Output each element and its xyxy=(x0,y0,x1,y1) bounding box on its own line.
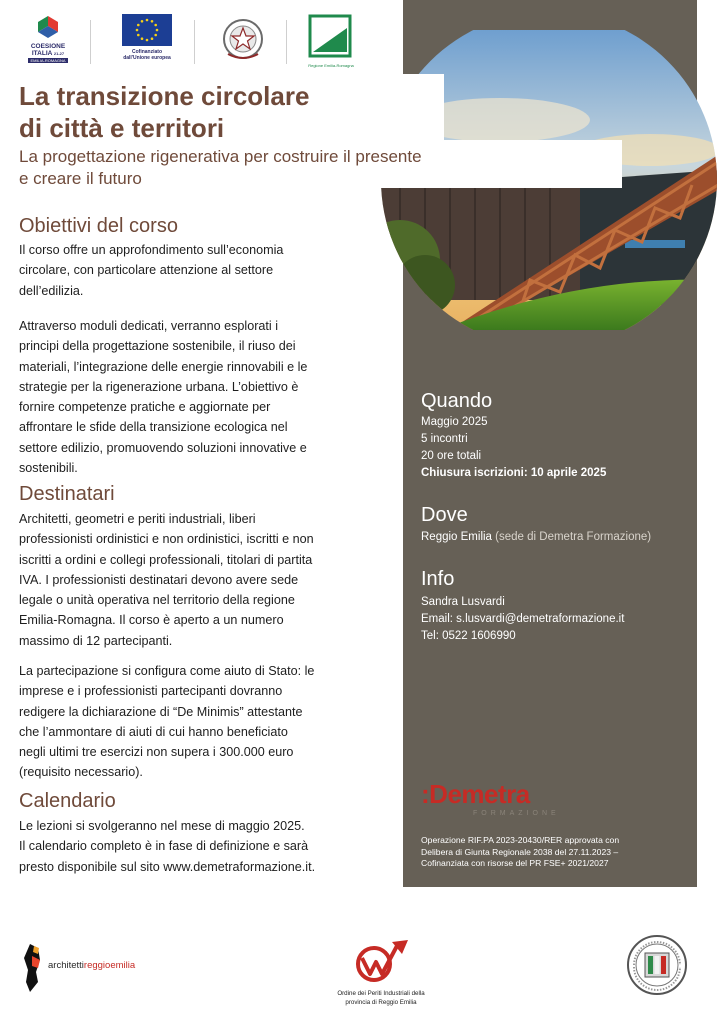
text-line: Il corso offre un approfondimento sull’economia xyxy=(19,243,284,257)
architetti-logo-text xyxy=(48,960,135,971)
collegio-geometri-seal-icon xyxy=(626,934,688,996)
dove-city: Reggio Emilia xyxy=(421,531,492,543)
page-subtitle xyxy=(19,146,619,190)
dove-venue: (sede di Demetra Formazione) xyxy=(495,531,652,543)
periti-caption xyxy=(316,989,446,1007)
demetra-prefix: : xyxy=(421,779,430,809)
architetti-word: architetti xyxy=(48,960,84,971)
info-phone[interactable]: Tel: 0522 1606990 xyxy=(421,630,516,642)
demetra-tagline: FORMAZIONE xyxy=(473,810,560,817)
info-email[interactable]: Email: s.lusvardi@demetraformazione.it xyxy=(421,613,625,625)
eu-flag-icon xyxy=(122,14,172,46)
obiettivi-paragraph-1 xyxy=(19,240,381,301)
eu-logo xyxy=(118,14,176,61)
destinatari-heading: Destinatari xyxy=(19,483,115,505)
text-line: settore edilizio, promuovendo soluzioni innovative e xyxy=(19,440,307,455)
emblem-icon xyxy=(218,14,268,64)
quando-heading: Quando xyxy=(421,390,493,412)
coesione-region: EMILIA-ROMAGNA xyxy=(28,58,68,63)
subtitle-line-1: La progettazione rigenerativa per costruire il presente xyxy=(19,147,422,166)
top-logos xyxy=(20,14,360,70)
text-line: IVA. I professionisti destinatari devono avere sede xyxy=(19,572,299,587)
regione-emilia-romagna-logo xyxy=(308,14,354,68)
operazione-note xyxy=(421,835,687,870)
quando-month: Maggio 2025 xyxy=(421,416,488,428)
text-line: Le lezioni si svolgeranno nel mese di maggio 2025. xyxy=(19,819,305,833)
calendario-paragraph xyxy=(19,816,389,877)
text-line: (requisito necessario). xyxy=(19,765,143,780)
page-title xyxy=(19,80,439,144)
text-line: sostenibili. xyxy=(19,461,78,476)
quando-incontri: 5 incontri xyxy=(421,433,468,445)
text-line: iscritti a ordini e collegi professionali, titolari di partita xyxy=(19,552,313,567)
repubblica-italiana-emblem xyxy=(218,14,268,69)
regione-caption: Regione Emilia-Romagna xyxy=(308,63,354,68)
info-heading: Info xyxy=(421,568,455,590)
logo-divider xyxy=(286,20,287,64)
obiettivi-heading: Obiettivi del corso xyxy=(19,215,178,237)
periti-line-2: provincia di Reggio Emilia xyxy=(345,999,417,1006)
text-line: fornire competenze pratiche e aggiornate per xyxy=(19,400,271,415)
coesione-icon xyxy=(24,14,72,38)
coesione-italia-logo xyxy=(24,14,72,63)
logo-divider xyxy=(194,20,195,64)
dove-heading: Dove xyxy=(421,504,468,526)
logo-divider xyxy=(90,20,91,64)
text-line: principi della progettazione sostenibile, il riuso dei xyxy=(19,339,296,354)
regione-icon xyxy=(308,14,352,58)
eu-caption-2: dall'Unione europea xyxy=(123,55,171,61)
subtitle-line-2: e creare il futuro xyxy=(19,169,142,188)
dove-location xyxy=(421,529,651,546)
periti-logo-icon xyxy=(350,938,414,986)
text-line: professionisti ordinistici e non ordinistici, iscritti e non xyxy=(19,532,314,547)
text-line: circolare, con particolare attenzione al settore xyxy=(19,263,274,278)
destinatari-paragraph-1 xyxy=(19,509,381,651)
text-line: massimo di 12 partecipanti. xyxy=(19,633,173,648)
text-line: imprese e i professionisti partecipanti dovranno xyxy=(19,684,283,699)
text-line: La partecipazione si configura come aiuto di Stato: le xyxy=(19,664,315,678)
reggioemilia-word: reggioemilia xyxy=(83,960,136,971)
text-line: affrontare le sfide della transizione ecologica nel xyxy=(19,420,288,435)
demetra-name: Demetra xyxy=(429,779,530,809)
demetra-logo xyxy=(421,779,530,810)
text-line: Emilia-Romagna. Il corso è aperto a un numero xyxy=(19,613,284,628)
text-line: Architetti, geometri e periti industriali, liberi xyxy=(19,512,256,526)
quando-ore: 20 ore totali xyxy=(421,450,482,462)
periti-line-1: Ordine dei Periti Industriali della xyxy=(337,990,425,997)
info-name: Sandra Lusvardi xyxy=(421,596,505,608)
calendario-heading: Calendario xyxy=(19,790,116,812)
text-line: negli ultimi tre esercizi non supera i 300.000 euro xyxy=(19,745,294,760)
obiettivi-paragraph-2 xyxy=(19,316,381,478)
eu-caption-1: Cofinanziato xyxy=(132,49,162,55)
architetti-mark-icon xyxy=(20,942,46,994)
coesione-text-1: COESIONE xyxy=(30,43,66,50)
title-line-1: La transizione circolare xyxy=(19,81,310,111)
text-line: redigere la dichiarazione di “De Minimis” attestante xyxy=(19,704,303,719)
text-line: presto disponibile sul sito www.demetraformazione.it. xyxy=(19,859,316,874)
text-line: dell’edilizia. xyxy=(19,283,84,298)
text-line: strategie per la rigenerazione urbana. L’obiettivo è xyxy=(19,379,299,394)
text-line: materiali, l’integrazione delle energie rinnovabili e le xyxy=(19,359,308,374)
text-line: che l’ammontare di aiuti di cui hanno beneficiato xyxy=(19,724,288,739)
text-line: Operazione RIF.PA 2023-20430/RER approvata con xyxy=(421,835,620,845)
coesione-text-2: ITALIA xyxy=(31,50,53,57)
text-line: Delibera di Giunta Regionale 2038 del 27.11.2023 – xyxy=(421,846,619,857)
text-line: Cofinanziata con risorse del PR FSE+ 2021/2027 xyxy=(421,858,609,869)
destinatari-paragraph-2 xyxy=(19,661,381,783)
title-line-2: di città e territori xyxy=(19,113,225,143)
text-line: Attraverso moduli dedicati, verranno esplorati i xyxy=(19,319,278,333)
chiusura-text: Chiusura iscrizioni: 10 aprile 2025 xyxy=(421,467,607,479)
quando-chiusura xyxy=(421,465,606,482)
text-line: Il calendario completo è in fase di definizione e sarà xyxy=(19,839,309,854)
text-line: legale o unità operativa nel territorio della regione xyxy=(19,593,295,608)
coesione-years: 21-27 xyxy=(53,51,65,56)
